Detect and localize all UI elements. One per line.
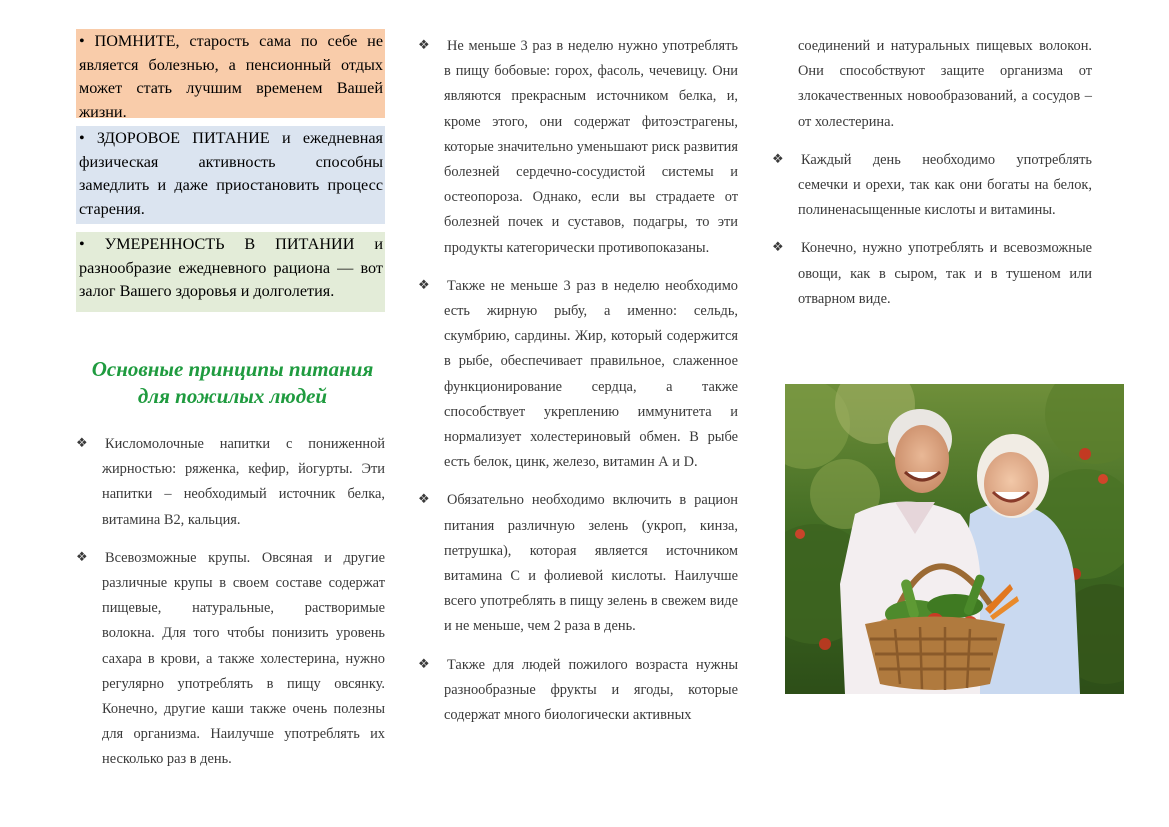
column-right: [772, 0, 1092, 325]
reminder-box-3: • УМЕРЕННОСТЬ В ПИТАНИИ и разнообразие ежедневного рациона — вот залог Вашего здоровья и долголетия.: [76, 232, 385, 312]
list-item: [772, 148, 1092, 224]
list-item-text: Не меньше 3 раз в неделю нужно употреблять в пищу бобовые: горох, фасоль, чечевицу. Они являются прекрасным источником белка, и, кроме этого, они содержат фитоэстрагены, которые значительно уменьшают риск развития болезней сердечно-сосудистой системы и остеопороза. Однако, если вы страдаете от болезней почек и суставов, подагры, то эти продукты категорически противопоказаны.: [444, 38, 738, 256]
reminder-box-1: • ПОМНИТЕ, старость сама по себе не является болезнью, а пенсионный отдых может стать лучшим временем Вашей жизни.: [76, 29, 385, 118]
list-item-text: Также не меньше 3 раз в неделю необходимо есть жирную рыбу, а именно: сельдь, скумбрию, сардины. Жир, который содержится в рыбе, обеспечивает правильное, слаженное функционирование сердца, а также способствует укреплению иммунитета и нормализует холестериновый обмен. В рыбе есть белок, цинк, железо, витамин А и D.: [444, 277, 738, 471]
diamond-bullet-icon: ❖: [76, 549, 88, 565]
column-middle: [418, 0, 738, 741]
list-item: [418, 653, 738, 729]
column-left: [76, 0, 385, 786]
list-item-text: Всевозможные крупы. Овсяная и другие различные крупы в своем составе содержат пищевые, натуральные, растворимые волокна. Для того чтобы понизить уровень сахара в крови, а также холестерина, нужно регулярно употреблять в пищу овсянку. Конечно, другие каши также очень полезны для организма. Наилучше употреблять их несколько раз в день.: [102, 549, 385, 768]
list-item: [418, 274, 738, 476]
diamond-bullet-icon: ❖: [418, 656, 430, 672]
list-item-text: Каждый день необходимо употреблять семечки и орехи, так как они богаты на белок, полиненасыщенные кислоты и витамины.: [798, 151, 1092, 219]
diamond-bullet-icon: ❖: [772, 151, 784, 167]
diamond-bullet-icon: ❖: [76, 436, 88, 451]
principles-list-1: [76, 432, 385, 773]
elderly-couple-photo: [785, 384, 1124, 694]
diamond-bullet-icon: ❖: [418, 492, 430, 508]
continued-text: соединений и натуральных пищевых волокон. Они способствуют защите организма от злокачественных новообразований, а сосудов – от холестерина.: [798, 38, 1092, 130]
principles-list-3: [772, 148, 1092, 312]
list-item-text: Кисломолочные напитки с пониженной жирностью: ряженка, кефир, йогурты. Эти напитки – необходимый источник белка, витамина В2, кальция.: [102, 436, 385, 528]
diamond-bullet-icon: ❖: [418, 38, 430, 53]
reminder-box-2: • ЗДОРОВОЕ ПИТАНИЕ и ежедневная физическая активность способны замедлить и даже приостановить процесс старения.: [76, 126, 385, 224]
list-item: [772, 236, 1092, 312]
section-heading: Основные принципы питания для пожилых людей: [91, 357, 374, 408]
list-item-text: Также для людей пожилого возраста нужны разнообразные фрукты и ягоды, которые содержат много биологически активных: [444, 656, 738, 724]
list-item: [76, 432, 385, 533]
diamond-bullet-icon: ❖: [418, 277, 430, 293]
list-item-text: Конечно, нужно употреблять и всевозможные овощи, как в сыром, так и в тушеном или отварном виде.: [798, 240, 1092, 307]
list-item: [418, 488, 738, 639]
list-item-text: Обязательно необходимо включить в рацион питания различную зелень (укроп, кинза, петрушка), которая является источником витамина С и фолиевой кислоты. Наилучше всего употреблять в пищу зелень в свежем виде и не меньше, чем 2 раза в день.: [444, 492, 738, 635]
principles-list-2: [418, 34, 738, 728]
diamond-bullet-icon: ❖: [772, 240, 784, 256]
list-item: [418, 34, 738, 261]
list-item: [76, 546, 385, 773]
